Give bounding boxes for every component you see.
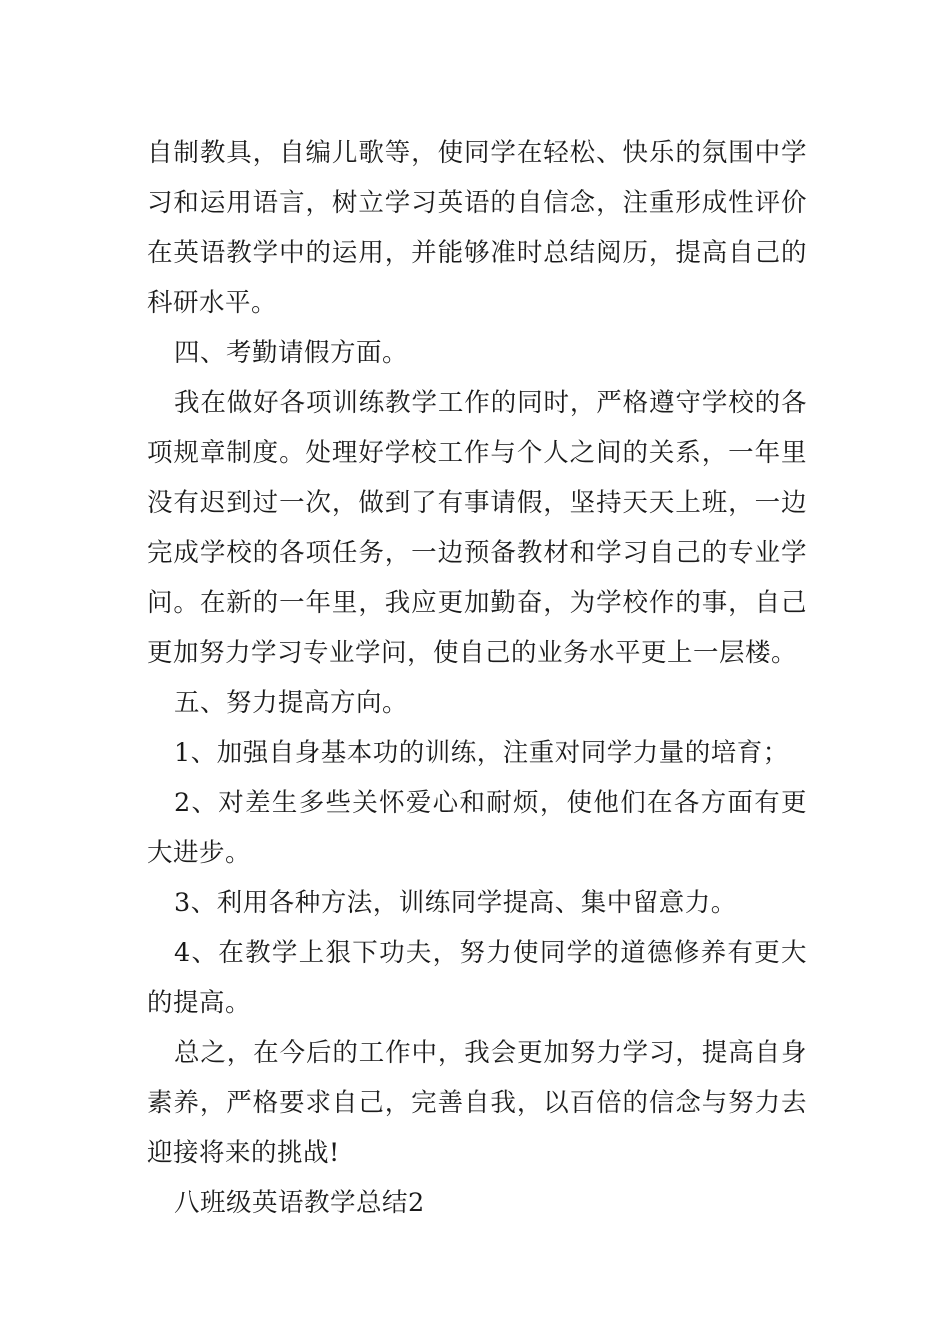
paragraph-conclusion: 总之，在今后的工作中，我会更加努力学习，提高自身素养，严格要求自己，完善自我，以百倍的信念与努力去迎接将来的挑战! [147, 1038, 807, 1168]
section-title-next: 八班级英语教学总结2 [174, 1188, 425, 1218]
section-heading-improvement: 五、努力提高方向。 [174, 688, 409, 718]
paragraph-continuation: 自制教具，自编儿歌等，使同学在轻松、快乐的氛围中学习和运用语言，树立学习英语的自信念，注重形成性评价在英语教学中的运用，并能够准时总结阅历，提高自己的科研水平。 [147, 138, 807, 318]
list-item-2: 2、对差生多些关怀爱心和耐烦，使他们在各方面有更大进步。 [147, 788, 807, 868]
section-heading-attendance: 四、考勤请假方面。 [174, 338, 409, 368]
document-page [147, 128, 807, 1228]
list-item-3: 3、利用各种方法，训练同学提高、集中留意力。 [174, 888, 737, 918]
paragraph-attendance: 我在做好各项训练教学工作的同时，严格遵守学校的各项规章制度。处理好学校工作与个人之间的关系，一年里没有迟到过一次，做到了有事请假，坚持天天上班，一边完成学校的各项任务，一边预备教材和学习自己的专业学问。在新的一年里，我应更加勤奋，为学校作的事，自己更加努力学习专业学问，使自己的业务水平更上一层楼。 [147, 388, 807, 668]
list-item-4: 4、在教学上狠下功夫，努力使同学的道德修养有更大的提高。 [147, 938, 807, 1018]
list-item-1: 1、加强自身基本功的训练，注重对同学力量的培育； [174, 738, 789, 768]
